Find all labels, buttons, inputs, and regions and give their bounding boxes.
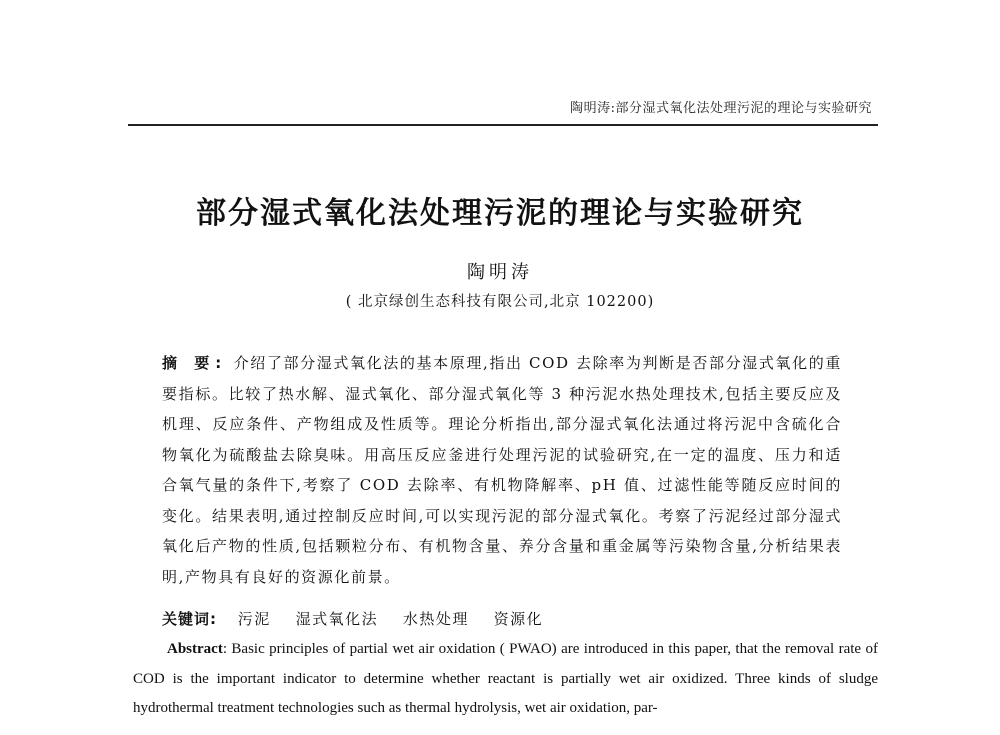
abstract-cn-text: 介绍了部分湿式氧化法的基本原理,指出 COD 去除率为判断是否部分湿式氧化的重要指标。比较了热水解、湿式氧化、部分湿式氧化等 3 种污泥水热处理技术,包括主要反应及机理、反应条件、产物组成及性质等。理论分析指出,部分湿式氧化法通过将污泥中含硫化合物氧化为硫酸盐去除臭味。用高压反应釜进行处理污泥的试验研究,在一定的温度、压力和适合氧气量的条件下,考察了 COD 去除率、有机物降解率、pH 值、过滤性能等随反应时间的变化。结果表明,通过控制反应时间,可以实现污泥的部分湿式氧化。考察了污泥经过部分湿式氧化后产物的性质,包括颗粒分布、有机物含量、养分含量和重金属等污染物含量,分析结果表明,产物具有良好的资源化前景。 (162, 354, 842, 586)
abstract-en-text: : Basic principles of partial wet air oxidation ( PWAO) are introduced in this paper, that the removal rate of COD is the important indicator to determine whether reactant is partially wet air oxidized. Three kinds of sludge hydrothermal treatment technologies such as thermal hydrolysis, wet air oxidation, par- (133, 641, 878, 716)
keyword-item: 资源化 (493, 610, 544, 628)
keywords-label: 关键词: (162, 610, 217, 628)
running-head: 陶明涛:部分湿式氧化法处理污泥的理论与实验研究 (570, 101, 872, 116)
paper-author: 陶明涛 (467, 262, 533, 283)
header-rule (128, 124, 878, 126)
paper-title: 部分湿式氧化法处理污泥的理论与实验研究 (196, 196, 804, 231)
author-affiliation: ( 北京绿创生态科技有限公司,北京 102200) (345, 294, 655, 310)
abstract-chinese (162, 348, 842, 592)
keyword-item: 污泥 (237, 610, 271, 628)
abstract-en-label: Abstract (167, 641, 223, 657)
keywords (162, 608, 842, 630)
abstract-cn-label: 摘 要: (162, 354, 228, 372)
abstract-english (133, 635, 878, 724)
keyword-item: 水热处理 (402, 610, 469, 628)
keyword-item: 湿式氧化法 (295, 610, 379, 628)
